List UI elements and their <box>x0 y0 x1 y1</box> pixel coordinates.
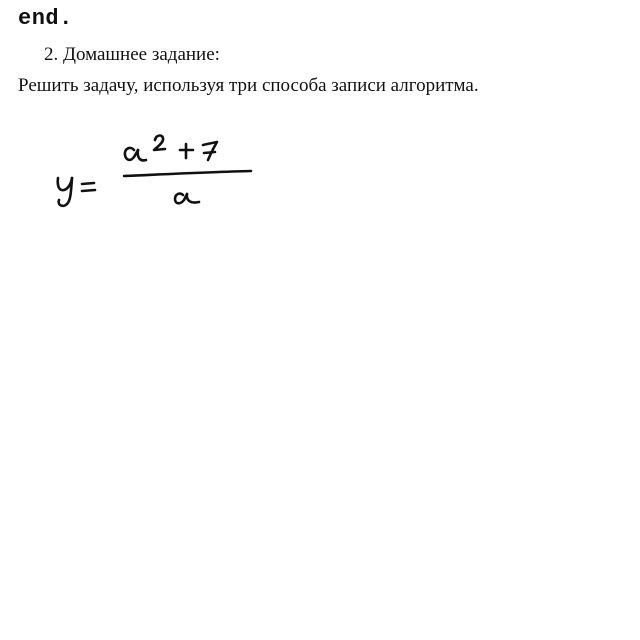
homework-task-text: Решить задачу, используя три способа записи алгоритма. <box>18 75 479 96</box>
code-end-keyword: end. <box>18 6 73 31</box>
handwritten-formula <box>40 128 280 228</box>
homework-heading: 2. Домашнее задание: <box>44 44 220 65</box>
handwritten-formula-image <box>40 128 280 228</box>
